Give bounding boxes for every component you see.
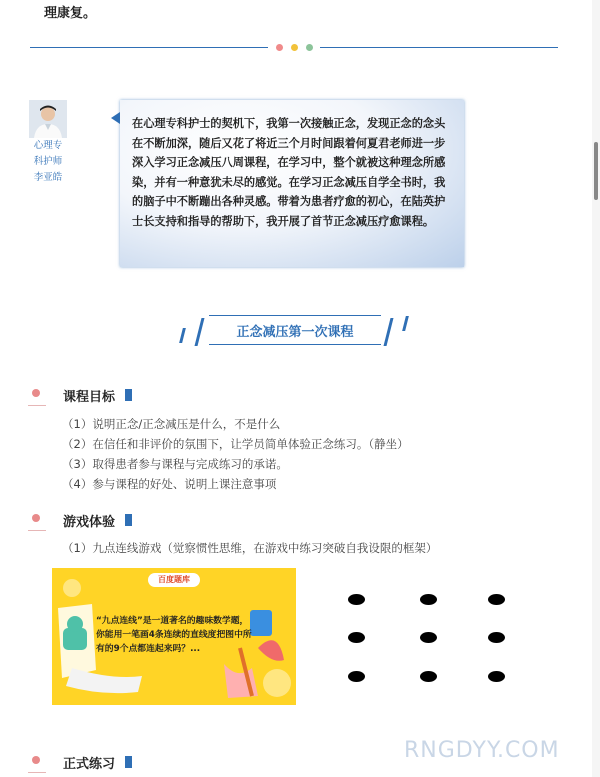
- list-item: （4）参与课程的好处、说明上课注意事项: [62, 477, 277, 491]
- game-image-text: “九点连线”是一道著名的趣味数学题，你能用一笔画4条连续的直线度把图中所有的9个点都连起来吗？...: [96, 616, 252, 654]
- grid-dot: [488, 671, 505, 682]
- list-item: （2）在信任和非评价的氛围下，让学员简单体验正念练习。（静坐）: [62, 437, 409, 451]
- banner-title: 正念减压第一次课程: [236, 325, 354, 340]
- section-bullet: [32, 389, 40, 397]
- intro-tail-text: 理康复。: [44, 6, 97, 21]
- grid-dot: [348, 632, 365, 643]
- grid-dot: [348, 594, 365, 605]
- section-bullet: [32, 756, 40, 764]
- author-avatar: [29, 100, 67, 138]
- grid-dot: [488, 632, 505, 643]
- list-item: （1）说明正念/正念减压是什么，不是什么: [62, 417, 281, 431]
- section-title: 正式练习: [63, 757, 116, 772]
- author-title-line2: 科护师: [33, 156, 63, 167]
- grid-dot: [348, 671, 365, 682]
- list-item: （1）九点连线游戏（觉察惯性思维，在游戏中练习突破自我设限的框架）: [62, 541, 438, 555]
- scrollbar-thumb[interactable]: [594, 142, 598, 200]
- game-image-logo: 百度题库: [148, 573, 200, 587]
- section-title: 课程目标: [63, 390, 116, 405]
- watermark-text: RNGDYY.COM: [404, 738, 560, 763]
- quote-pointer: [111, 112, 120, 124]
- grid-dot: [420, 632, 437, 643]
- section-bullet: [32, 514, 40, 522]
- grid-dot: [420, 594, 437, 605]
- grid-dot: [420, 671, 437, 682]
- list-item: （3）取得患者参与课程与完成练习的承诺。: [62, 457, 288, 471]
- author-title-line1: 心理专: [33, 140, 63, 151]
- section-title: 游戏体验: [63, 515, 116, 530]
- grid-dot: [488, 594, 505, 605]
- quote-text: 在心理专科护士的契机下，我第一次接触正念，发现正念的念头在不断加深，随后又花了将近三个月时间跟着何夏君老师进一步深入学习正念减压八周课程，在学习中，整个就被这种理念所感染，并有一种意犹未尽的感觉。在学习正念减压自学全书时，我的脑子中不断蹦出各种灵感。带着为患者疗愈的初心，在陆英护士长支持和指导的帮助下，我开展了首节正念减压疗愈课程。: [132, 117, 446, 228]
- section-marker: [125, 756, 132, 768]
- nine-dot-game-image: [52, 568, 296, 705]
- quote-box: [120, 100, 464, 267]
- section-marker: [125, 389, 132, 401]
- section-marker: [125, 514, 132, 526]
- scrollbar[interactable]: [592, 0, 600, 777]
- author-name: 李亚皓: [33, 172, 63, 183]
